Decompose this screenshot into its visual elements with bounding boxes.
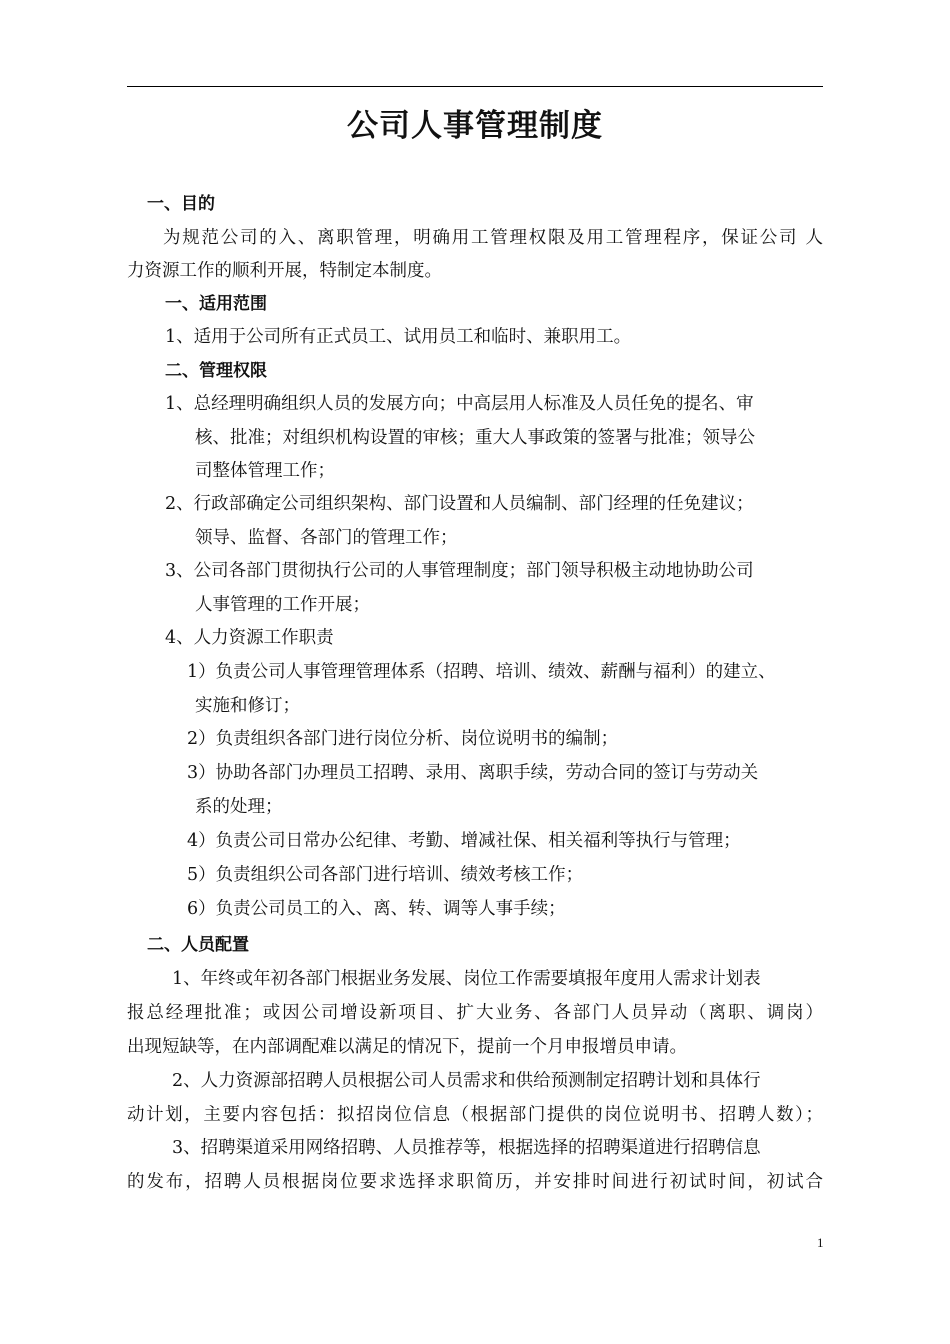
- sub-list-item: 5）负责组织公司各部门进行培训、绩效考核工作；: [187, 865, 584, 885]
- list-item: 2、行政部确定公司组织架构、部门设置和人员编制、部门经理的任免建议；: [165, 494, 754, 514]
- list-item: 3、公司各部门贯彻执行公司的人事管理制度；部门领导积极主动地协助公司: [165, 561, 754, 581]
- list-item: 4、人力资源工作职责: [165, 628, 334, 648]
- section-heading-purpose: 一、目的: [147, 194, 215, 214]
- sub-list-item-continuation: 实施和修订；: [195, 696, 300, 716]
- section-heading-scope: 一、适用范围: [165, 294, 267, 314]
- header-rule: [127, 86, 823, 87]
- paragraph-line: 报总经理批准；或因公司增设新项目、扩大业务、各部门人员异动（离职、调岗）: [127, 1003, 823, 1023]
- paragraph-line: 的发布，招聘人员根据岗位要求选择求职简历，并安排时间进行初试时间，初试合: [127, 1172, 823, 1192]
- list-item-continuation: 人事管理的工作开展；: [195, 595, 370, 615]
- section-heading-authority: 二、管理权限: [165, 361, 267, 381]
- sub-list-item: 2）负责组织各部门进行岗位分析、岗位说明书的编制；: [187, 729, 619, 749]
- page-number: 1: [817, 1235, 824, 1250]
- sub-list-item-continuation: 系的处理；: [195, 797, 283, 817]
- sub-list-item: 4）负责公司日常办公纪律、考勤、增减社保、相关福利等执行与管理；: [187, 831, 741, 851]
- paragraph-line: 2、人力资源部招聘人员根据公司人员需求和供给预测制定招聘计划和具体行: [172, 1071, 761, 1091]
- list-item-continuation: 核、批准；对组织机构设置的审核；重大人事政策的签署与批准；领导公: [195, 428, 755, 448]
- paragraph-line: 为规范公司的入、离职管理，明确用工管理权限及用工管理程序，保证公司 人: [163, 228, 823, 248]
- list-item-continuation: 领导、监督、各部门的管理工作；: [195, 528, 458, 548]
- list-item-continuation: 司整体管理工作；: [195, 461, 335, 481]
- sub-list-item: 3）协助各部门办理员工招聘、录用、离职手续，劳动合同的签订与劳动关: [187, 763, 759, 783]
- paragraph-line: 动计划，主要内容包括：拟招岗位信息（根据部门提供的岗位说明书、招聘人数）；: [127, 1105, 823, 1125]
- paragraph-line: 3、招聘渠道采用网络招聘、人员推荐等，根据选择的招聘渠道进行招聘信息: [172, 1138, 761, 1158]
- list-item: 1、适用于公司所有正式员工、试用员工和临时、兼职用工。: [165, 327, 632, 347]
- section-heading-staffing: 二、人员配置: [147, 935, 249, 955]
- paragraph-line: 1、年终或年初各部门根据业务发展、岗位工作需要填报年度用人需求计划表: [172, 969, 761, 989]
- sub-list-item: 1）负责公司人事管理管理体系（招聘、培训、绩效、薪酬与福利）的建立、: [187, 662, 776, 682]
- list-item: 1、总经理明确组织人员的发展方向；中高层用人标准及人员任免的提名、审: [165, 394, 754, 414]
- document-title: 公司人事管理制度: [347, 108, 603, 144]
- paragraph-line: 出现短缺等，在内部调配难以满足的情况下，提前一个月申报增员申请。: [127, 1037, 687, 1057]
- paragraph-line: 力资源工作的顺利开展，特制定本制度。: [127, 261, 442, 281]
- sub-list-item: 6）负责公司员工的入、离、转、调等人事手续；: [187, 899, 566, 919]
